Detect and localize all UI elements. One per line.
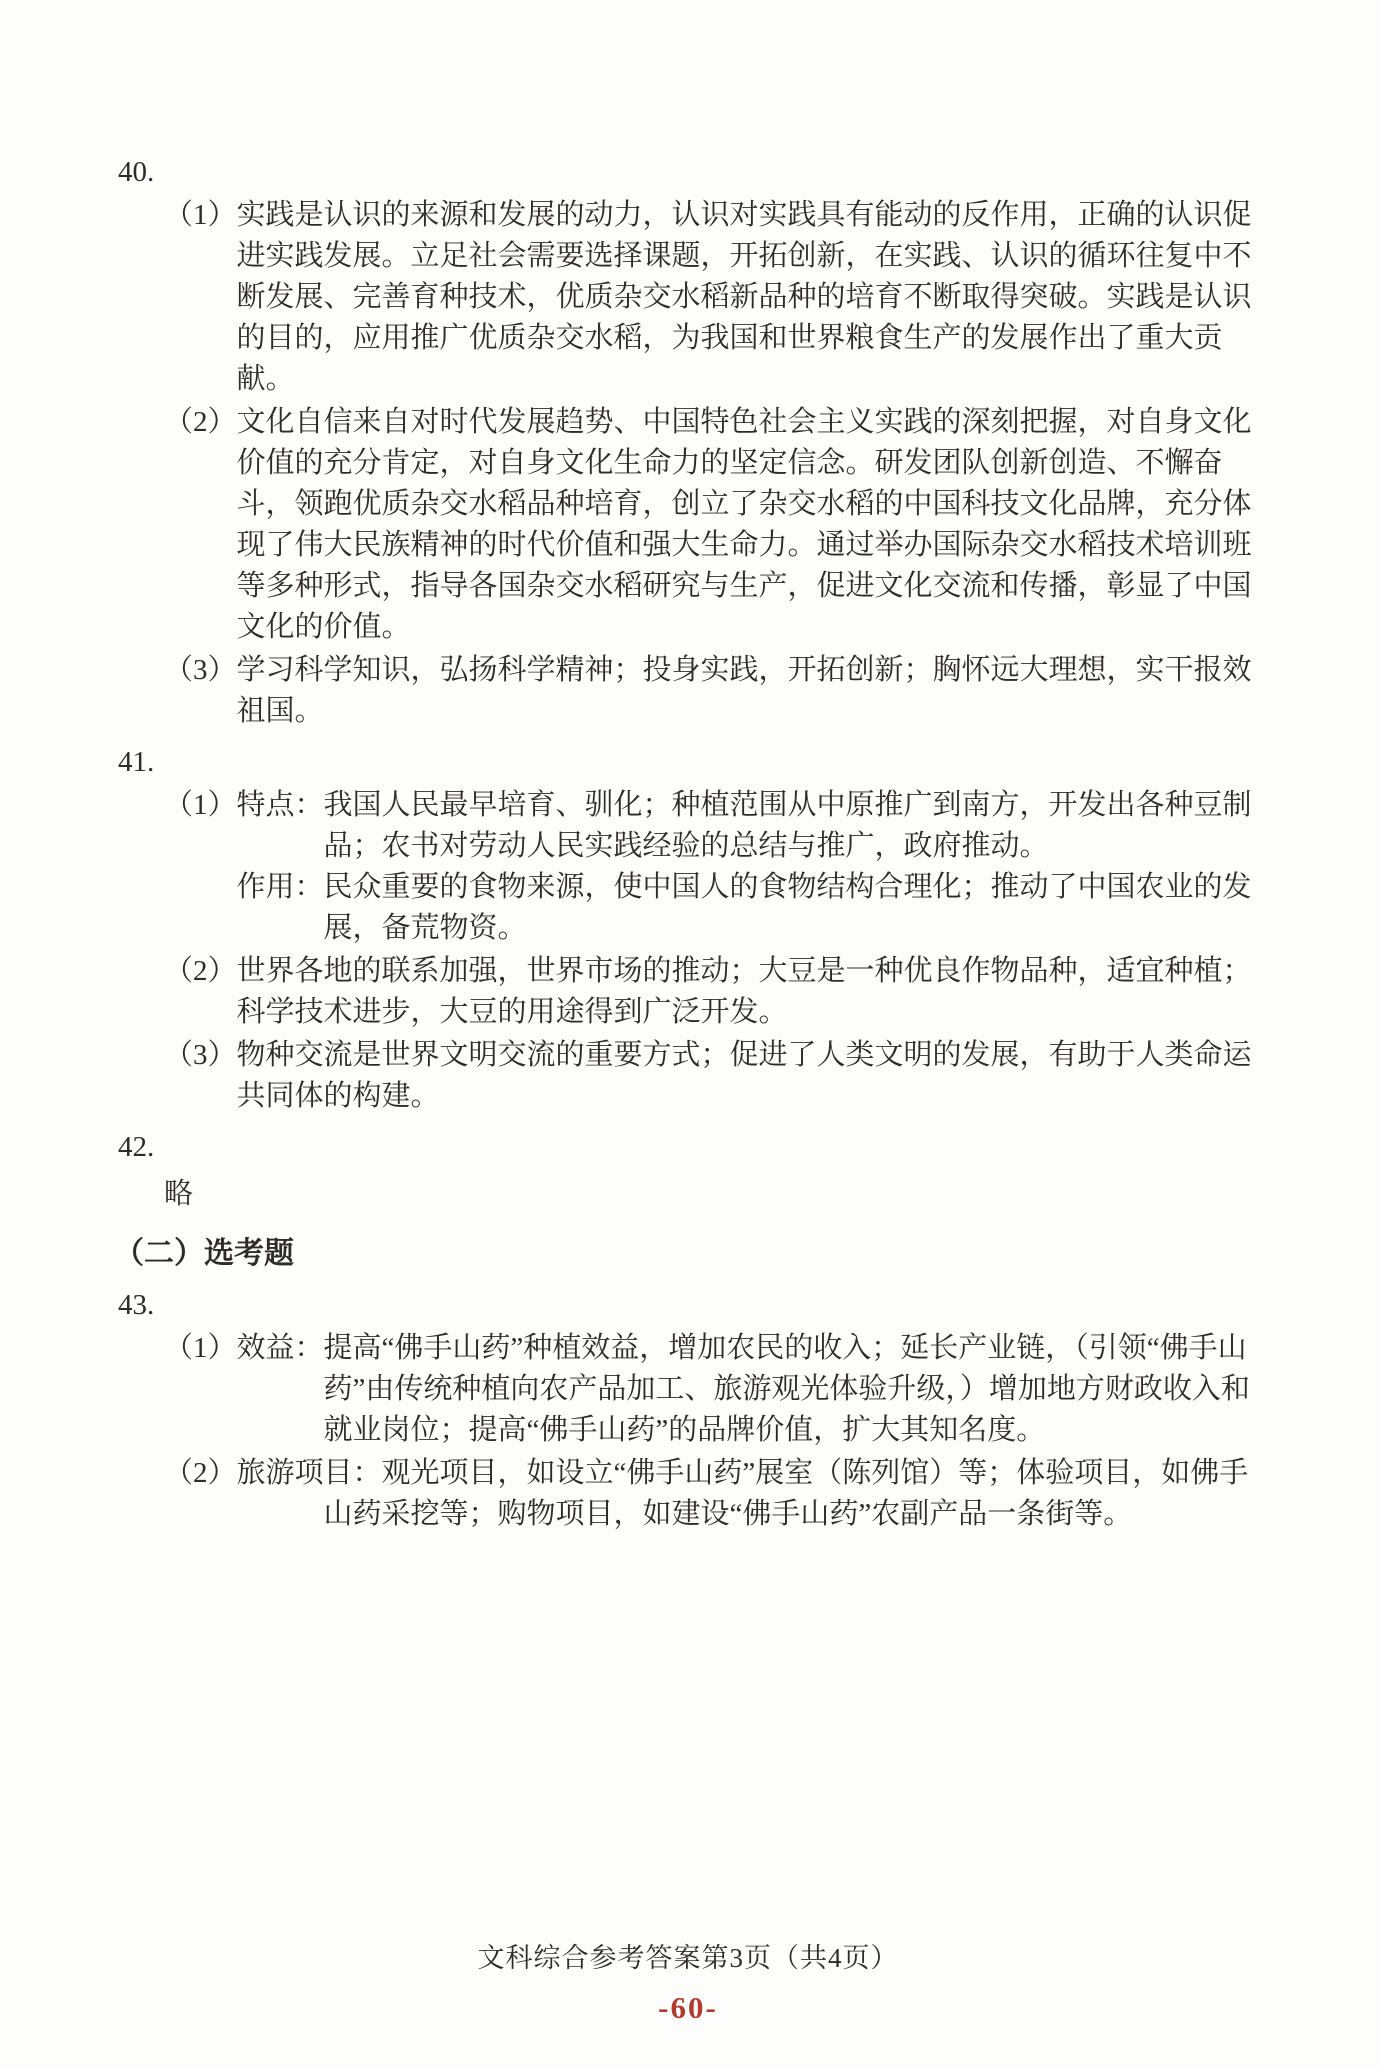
q41-entry-role	[237, 867, 1258, 949]
question-40-number: 40.	[118, 156, 155, 188]
entry-label: 效益：	[236, 1332, 324, 1364]
q40-item-1	[164, 195, 1258, 400]
q43-item-2	[164, 1453, 1258, 1535]
item-text: 文化自信来自对时代发展趋势、中国特色社会主义实践的深刻把握，对自身文化价值的充分肯定，对自身文化生命力的坚定信念。研发团队创新创造、不懈奋斗，领跑优质杂交水稻品种培育，创立了杂交水稻的中国科技文化品牌，充分体现了伟大民族精神的时代价值和强大生命力。通过举办国际杂交水稻技术培训班等多种形式，指导各国杂交水稻研究与生产，促进文化交流和传播，彰显了中国文化的价值。	[236, 406, 1252, 643]
question-41-number: 41.	[118, 746, 155, 778]
footer-text: 文科综合参考答案第3页（共4页）	[477, 1943, 899, 1973]
q43-entry-benefit	[237, 1328, 1258, 1451]
q40-item-2	[164, 402, 1258, 648]
q40-item-3	[164, 650, 1258, 732]
entry-text: 提高“佛手山药”种植效益，增加农民的收入；延长产业链，（引领“佛手山药”由传统种植向农产品加工、旅游观光体验升级，）增加地方财政收入和就业岗位；提高“佛手山药”的品牌价值，扩大其知名度。	[323, 1332, 1250, 1446]
q41-item-1	[164, 785, 1258, 949]
item-marker: （2）	[164, 955, 237, 987]
item-marker: （2）	[164, 406, 237, 438]
question-43-number: 43.	[118, 1289, 155, 1321]
page-number: -60-	[658, 1990, 718, 2025]
question-40	[118, 152, 1258, 732]
item-text: 世界各地的联系加强，世界市场的推动；大豆是一种优良作物品种，适宜种植；科学技术进步，大豆的用途得到广泛开发。	[236, 955, 1252, 1028]
answer-content	[114, 142, 1258, 1543]
item-marker: （1）	[164, 789, 237, 821]
item-text: 学习科学知识，弘扬科学精神；投身实践，开拓创新；胸怀远大理想，实干报效祖国。	[236, 654, 1252, 727]
item-body	[237, 785, 1258, 949]
question-41	[118, 742, 1258, 1117]
entry-text: 民众重要的食物来源，使中国人的食物结构合理化；推动了中国农业的发展，备荒物资。	[323, 871, 1252, 944]
question-42	[118, 1127, 1258, 1215]
item-marker: （3）	[164, 1039, 237, 1071]
q43-item-1	[164, 1328, 1258, 1451]
item-marker: （3）	[164, 654, 237, 686]
item-marker: （1）	[164, 199, 237, 231]
entry-label: 作用：	[236, 871, 324, 903]
entry-text: 观光项目，如设立“佛手山药”展室（陈列馆）等；体验项目，如佛手山药采挖等；购物项目，如建设“佛手山药”农副产品一条街等。	[323, 1457, 1249, 1530]
item-marker: （1）	[164, 1332, 237, 1364]
entry-label: 旅游项目：	[236, 1457, 382, 1489]
q41-item-2	[164, 951, 1258, 1033]
entry-label: 特点：	[236, 789, 324, 821]
q41-item-3	[164, 1035, 1258, 1117]
q41-entry-features	[237, 785, 1258, 867]
item-text: 实践是认识的来源和发展的动力，认识对实践具有能动的反作用，正确的认识促进实践发展。立足社会需要选择课题，开拓创新，在实践、认识的循环往复中不断发展、完善育种技术，优质杂交水稻新品种的培育不断取得突破。实践是认识的目的，应用推广优质杂交水稻，为我国和世界粮食生产的发展作出了重大贡献。	[236, 199, 1252, 395]
item-marker: （2）	[164, 1457, 237, 1489]
question-42-note: 略	[164, 1178, 194, 1210]
q43-entry-tourism	[237, 1453, 1258, 1535]
entry-text: 我国人民最早培育、驯化；种植范围从中原推广到南方，开发出各种豆制品；农书对劳动人民实践经验的总结与推广，政府推动。	[323, 789, 1252, 862]
question-43	[118, 1285, 1258, 1535]
section-heading-optional: （二）选考题	[114, 1237, 294, 1270]
item-text: 物种交流是世界文明交流的重要方式；促进了人类文明的发展，有助于人类命运共同体的构建。	[236, 1039, 1252, 1112]
item-body	[237, 1453, 1258, 1535]
question-42-number: 42.	[118, 1131, 155, 1163]
page-footer	[118, 1938, 1258, 2028]
item-body	[237, 1328, 1258, 1451]
